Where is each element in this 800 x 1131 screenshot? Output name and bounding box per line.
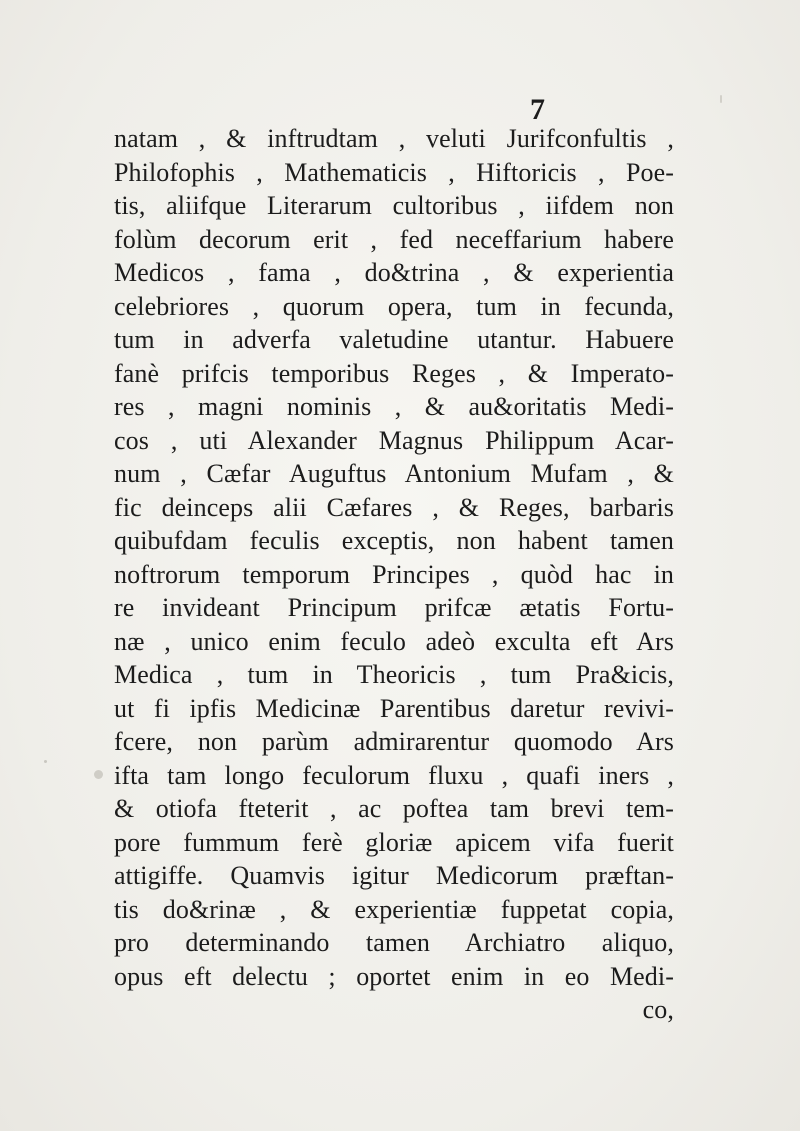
body-text <box>114 122 674 1027</box>
text-line: natam , & inftrudtam , veluti Jurifconfultis , <box>114 124 674 153</box>
text-line: quibufdam feculis exceptis, non habent tamen <box>114 526 674 555</box>
text-line: ut fi ipfis Medicinæ Parentibus daretur revivi- <box>114 693 674 723</box>
text-line: attigiffe. Quamvis igitur Medicorum præftan- <box>114 861 674 890</box>
text-line: pro determinando tamen Archiatro aliquo, <box>114 928 674 957</box>
text-line: re invideant Principum prifcæ ætatis Fortu- <box>114 593 674 622</box>
text-line: opus eft delectu ; oportet enim in eo Medi- <box>114 961 674 991</box>
text-line: Medica , tum in Theoricis , tum Pra&icis, <box>114 660 674 689</box>
text-line: Philofophis , Mathematicis , Hiftoricis , Poe- <box>114 157 674 187</box>
text-line: ifta tam longo feculorum fluxu , quafi iners , <box>114 760 674 790</box>
text-line: fic deinceps alii Cæfares , & Reges, barbaris <box>114 492 674 522</box>
text-line: folùm decorum erit , fed neceffarium habere <box>114 224 674 254</box>
text-line: & otiofa fteterit , ac poftea tam brevi tem- <box>114 794 674 823</box>
text-line: res , magni nominis , & au&oritatis Medi- <box>114 392 674 421</box>
text-line: Medicos , fama , do&trina , & experientia <box>114 258 674 287</box>
paper-speck <box>44 760 47 763</box>
text-line: cos , uti Alexander Magnus Philippum Acar- <box>114 425 674 455</box>
text-line: tis, aliifque Literarum cultoribus , iifdem non <box>114 191 674 220</box>
catchword: co, <box>642 995 674 1024</box>
text-line: pore fummum ferè gloriæ apicem vifa fuerit <box>114 827 674 857</box>
text-line: tum in adverfa valetudine utantur. Habuere <box>114 325 674 354</box>
text-line: fanè prifcis temporibus Reges , & Imperato- <box>114 358 674 388</box>
text-line: tis do&rinæ , & experientiæ fuppetat copia, <box>114 894 674 924</box>
text-line: næ , unico enim feculo adeò exculta eft Ars <box>114 626 674 656</box>
text-line: num , Cæfar Auguftus Antonium Mufam , & <box>114 459 674 488</box>
page-number: 7 <box>530 93 545 126</box>
text-line: noftrorum temporum Principes , quòd hac in <box>114 559 674 589</box>
text-line: fcere, non parùm admirarentur quomodo Ars <box>114 727 674 756</box>
paper-speck <box>94 770 103 779</box>
text-line: celebriores , quorum opera, tum in fecunda, <box>114 291 674 321</box>
paper-speck <box>720 95 722 103</box>
